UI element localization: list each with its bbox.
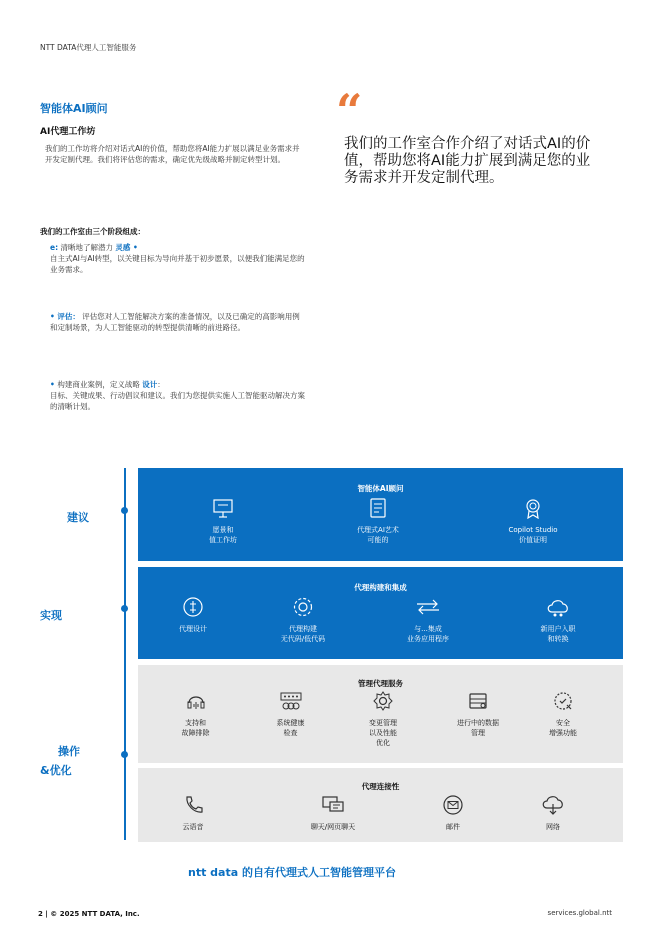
section-title: 智能体AI顾问 (40, 102, 108, 115)
settings-icon (372, 690, 394, 712)
timeline-line (124, 468, 126, 840)
panel-item (438, 690, 518, 738)
item-line: 代理构建 (289, 625, 317, 633)
quote-mark-icon: “ (336, 84, 363, 138)
workshop-paragraph: 我们的工作坊将介绍对话式AI的价值，帮助您将AI能力扩展以满足业务需求并开发定制代理。我们将评估您的需求，确定优先级战略并制定转型计划。 (45, 144, 300, 164)
arrows-icon (415, 596, 441, 618)
phone-icon (182, 794, 204, 816)
item-line: 无代码/低代码 (280, 635, 326, 643)
phase-tag: 设计 (142, 380, 158, 389)
phase-text: 评估您对人工智能解决方案的准备情况，以及已确定的高影响用例和定制场景，为人工智能驱动的转型提供清晰的前进路径。 (50, 312, 300, 332)
phase-inspiration (50, 242, 305, 275)
timeline-dot (121, 751, 128, 758)
panel-item (518, 794, 588, 832)
panel-item (158, 794, 228, 832)
item-line: 优化 (376, 739, 390, 747)
panel-item (178, 497, 268, 545)
bullet-icon: • (50, 380, 58, 389)
network-icon (541, 794, 565, 816)
panel-item (338, 690, 428, 748)
cloud-icon (546, 596, 570, 618)
item-line: 网络 (546, 823, 560, 831)
health-icon (279, 690, 303, 712)
timeline-dot (121, 605, 128, 612)
stage-label-optimize: &优化 (40, 764, 72, 777)
item-line: 支持和 (185, 719, 206, 727)
panel-item (488, 497, 578, 545)
stage-label-operate: 操作 (58, 745, 80, 758)
item-line: 安全 (556, 719, 570, 727)
document-icon (367, 497, 389, 519)
item-line: 云语音 (182, 823, 204, 831)
item-line: 检查 (283, 729, 298, 737)
panel-item (288, 794, 378, 832)
panel-managed-agent-services (138, 665, 623, 763)
phases-heading: 我们的工作室由三个阶段组成： (40, 227, 145, 236)
panel-item (248, 690, 333, 738)
award-icon (522, 497, 544, 519)
headset-icon (185, 690, 207, 712)
panel-title: 智能体AI顾问 (357, 484, 404, 493)
item-line: 和转换 (547, 635, 569, 643)
phase-design: • 构建商业案例，定义战略 设计： 目标、关键成果、行动倡议和建议。我们为您提供实施人工智能驱动解决方案的清晰计划。 (50, 380, 305, 411)
panel-item (418, 794, 488, 832)
item-line: 增强功能 (549, 729, 577, 737)
panel-title: 管理代理服务 (358, 679, 403, 688)
mail-icon (442, 794, 464, 816)
panel-item (148, 596, 238, 634)
panel-title: 代理构建和集成 (354, 583, 407, 592)
security-icon (552, 690, 574, 712)
timeline-dot (121, 507, 128, 514)
item-line: 聊天/网页聊天 (310, 823, 356, 831)
chat-icon (321, 794, 345, 816)
page-footer-copyright: 2 | © 2025 NTT DATA, Inc. (38, 910, 140, 918)
panel-item (258, 596, 348, 644)
phase-tag: 灵感 (115, 243, 131, 252)
panel-agent-build-integration (138, 567, 623, 659)
panel-agentic-ai-advisory (138, 468, 623, 561)
bullet-icon: • (50, 312, 58, 321)
stage-label-implement: 实现 (40, 609, 62, 622)
presentation-icon (212, 497, 234, 519)
page-footer-url[interactable]: services.global.ntt (547, 909, 612, 917)
item-line: 代理式AI艺术 (357, 526, 399, 534)
panel-item (378, 596, 478, 644)
panel-item (153, 690, 238, 738)
item-line: 可能的 (367, 536, 389, 544)
panel-agent-connectivity (138, 768, 623, 842)
item-line: 价值证明 (519, 536, 547, 544)
phase-text: 自主式AI与AI转型，以关键目标为导向并基于初步愿景，以便我们能满足您的业务需求。 (50, 254, 305, 274)
document-header: NTT DATA代理人工智能服务 (40, 43, 137, 52)
phase-text: 构建商业案例，定义战略 (57, 380, 140, 389)
item-line: 代理设计 (179, 625, 207, 633)
item-line: 系统健康 (276, 719, 305, 727)
platform-title: ntt data 的自有代理式人工智能管理平台 (188, 866, 396, 879)
item-line: 邮件 (446, 823, 460, 831)
item-line: 变更管理 (369, 719, 397, 727)
item-line: 新用户入职 (540, 625, 576, 633)
panel-title: 代理连接性 (361, 782, 400, 791)
panel-item (523, 690, 603, 738)
phase-text: 目标、关键成果、行动倡议和建议。我们为您提供实施人工智能驱动解决方案的清晰计划。 (50, 391, 305, 411)
item-line: 愿景和 (212, 526, 234, 534)
design-icon (182, 596, 204, 618)
pull-quote: 我们的工作室合作介绍了对话式AI的价值，帮助您将AI能力扩展到满足您的业务需求并开发定制代理。 (344, 136, 591, 186)
phase-prefix: e: (50, 243, 59, 252)
item-line: Copilot Studio (508, 526, 558, 534)
bullet-icon: • (130, 243, 138, 252)
stage-label-advise: 建议 (67, 511, 89, 524)
phase-text: 清晰地了解潜力 (60, 243, 113, 252)
item-line: 值工作坊 (209, 536, 237, 544)
item-line: 与...集成 (414, 625, 442, 633)
panel-item (333, 497, 423, 545)
item-line: 管理 (471, 729, 485, 737)
workshop-subtitle: AI代理工作坊 (40, 127, 96, 137)
phase-assessment (50, 311, 305, 333)
phase-tag: 评估： (57, 312, 80, 321)
item-line: 故障排除 (181, 729, 210, 737)
gear-icon (292, 596, 314, 618)
item-line: 以及性能 (369, 729, 397, 737)
item-line: 进行中的数据 (457, 719, 499, 727)
item-line: 业务应用程序 (407, 635, 449, 643)
database-icon (467, 690, 489, 712)
panel-item (513, 596, 603, 644)
